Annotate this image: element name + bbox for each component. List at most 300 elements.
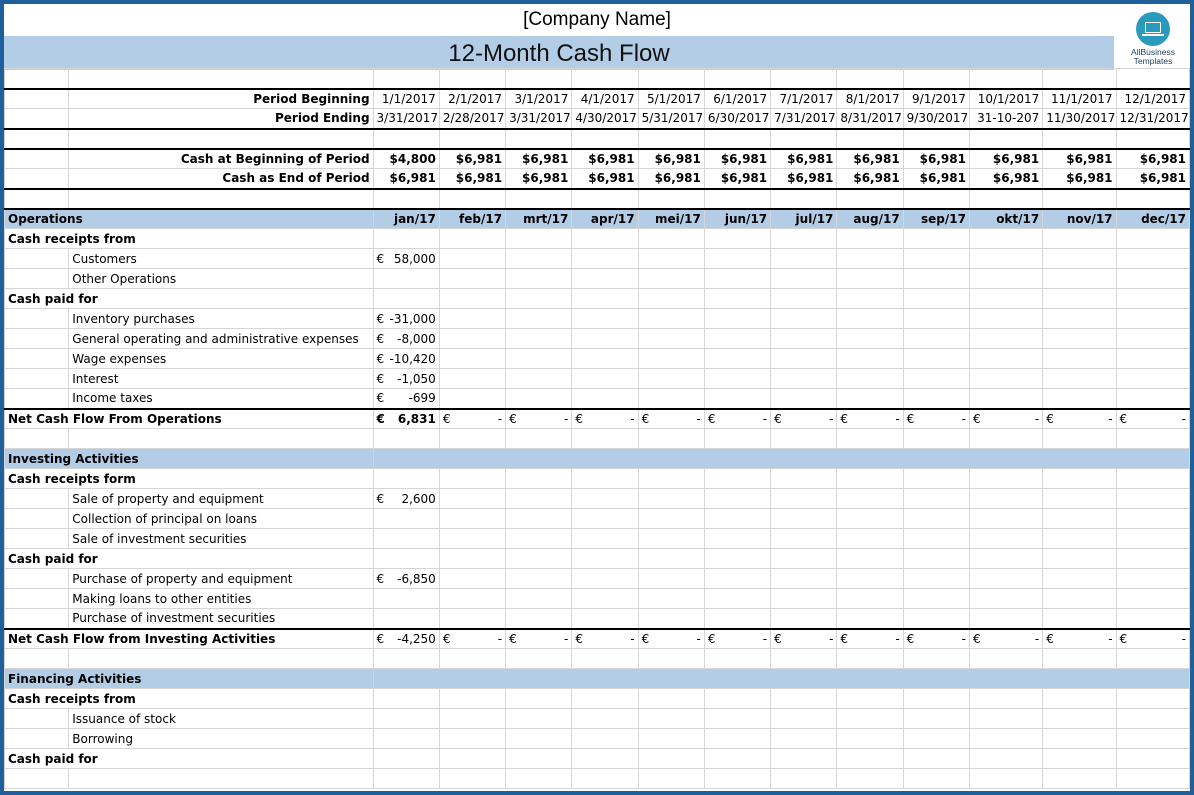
- cell[interactable]: [704, 309, 770, 329]
- value-cell[interactable]: [373, 249, 439, 269]
- cell[interactable]: [638, 649, 704, 669]
- cell[interactable]: [373, 729, 439, 749]
- period-beginning-cell[interactable]: 7/1/2017: [771, 89, 837, 109]
- cell[interactable]: [1043, 229, 1116, 249]
- net-value[interactable]: [572, 629, 638, 649]
- cell[interactable]: [439, 229, 505, 249]
- line-item-label[interactable]: Purchase of property and equipment: [69, 569, 373, 589]
- period-ending-cell[interactable]: 3/31/2017: [373, 109, 439, 129]
- cell[interactable]: [969, 769, 1042, 789]
- cell[interactable]: [638, 349, 704, 369]
- cell[interactable]: [439, 69, 505, 89]
- cell[interactable]: [837, 429, 903, 449]
- net-value[interactable]: [638, 629, 704, 649]
- cell[interactable]: [638, 389, 704, 409]
- cell[interactable]: [837, 69, 903, 89]
- cell[interactable]: [837, 609, 903, 629]
- cash-begin-label[interactable]: Cash at Beginning of Period: [69, 149, 373, 169]
- cell[interactable]: [439, 749, 505, 769]
- net-value[interactable]: [969, 629, 1042, 649]
- cell[interactable]: [903, 249, 969, 269]
- cell[interactable]: [572, 429, 638, 449]
- cell[interactable]: [506, 549, 572, 569]
- cash-begin-cell[interactable]: $6,981: [638, 149, 704, 169]
- cell[interactable]: [1043, 489, 1116, 509]
- cell[interactable]: [903, 529, 969, 549]
- cell[interactable]: [638, 289, 704, 309]
- cell[interactable]: [903, 769, 969, 789]
- cell[interactable]: [969, 709, 1042, 729]
- cell[interactable]: [373, 689, 439, 709]
- cell[interactable]: [572, 489, 638, 509]
- cell[interactable]: [969, 509, 1042, 529]
- cell[interactable]: [704, 689, 770, 709]
- cell[interactable]: [1116, 649, 1189, 669]
- cell[interactable]: [506, 529, 572, 549]
- section-label[interactable]: Cash paid for: [5, 549, 374, 569]
- cell[interactable]: [5, 269, 69, 289]
- cell[interactable]: [704, 509, 770, 529]
- cell[interactable]: [506, 569, 572, 589]
- line-item-label[interactable]: Income taxes: [69, 389, 373, 409]
- month-header[interactable]: feb/17: [439, 209, 505, 229]
- cell[interactable]: [373, 529, 439, 549]
- cell[interactable]: [5, 89, 69, 109]
- cell[interactable]: [439, 649, 505, 669]
- cell[interactable]: [903, 369, 969, 389]
- cell[interactable]: [638, 469, 704, 489]
- cell[interactable]: [903, 729, 969, 749]
- cell[interactable]: [5, 729, 69, 749]
- cell[interactable]: [5, 249, 69, 269]
- cell[interactable]: [771, 269, 837, 289]
- cell[interactable]: [704, 729, 770, 749]
- cell[interactable]: [903, 129, 969, 149]
- cash-end-cell[interactable]: $6,981: [771, 169, 837, 189]
- cell[interactable]: [837, 649, 903, 669]
- cell[interactable]: [506, 429, 572, 449]
- line-item-label[interactable]: Purchase of investment securities: [69, 609, 373, 629]
- cell[interactable]: [1043, 729, 1116, 749]
- cell[interactable]: [1116, 489, 1189, 509]
- section-label[interactable]: Cash receipts from: [5, 689, 374, 709]
- cash-begin-cell[interactable]: $6,981: [439, 149, 505, 169]
- cash-begin-cell[interactable]: $6,981: [903, 149, 969, 169]
- cell[interactable]: [837, 749, 903, 769]
- cell[interactable]: [638, 529, 704, 549]
- cell[interactable]: [5, 649, 69, 669]
- cell[interactable]: [771, 469, 837, 489]
- cell[interactable]: [5, 429, 69, 449]
- cell[interactable]: [969, 489, 1042, 509]
- cell[interactable]: [1043, 289, 1116, 309]
- cell[interactable]: [903, 269, 969, 289]
- cell[interactable]: [439, 369, 505, 389]
- cell[interactable]: [837, 269, 903, 289]
- cell[interactable]: [704, 489, 770, 509]
- cell[interactable]: [969, 589, 1042, 609]
- period-beginning-cell[interactable]: 12/1/2017: [1116, 89, 1189, 109]
- cell[interactable]: [572, 369, 638, 389]
- cash-begin-cell[interactable]: $6,981: [771, 149, 837, 169]
- cell[interactable]: [903, 509, 969, 529]
- financing-header[interactable]: Financing Activities: [5, 669, 374, 689]
- cell[interactable]: [572, 249, 638, 269]
- cell[interactable]: [969, 469, 1042, 489]
- period-ending-cell[interactable]: 8/31/2017: [837, 109, 903, 129]
- period-ending-label[interactable]: Period Ending: [69, 109, 373, 129]
- cell[interactable]: [373, 129, 439, 149]
- cell[interactable]: [439, 549, 505, 569]
- cell[interactable]: [1043, 129, 1116, 149]
- cell[interactable]: [1116, 709, 1189, 729]
- cell[interactable]: [638, 129, 704, 149]
- cell[interactable]: [1043, 189, 1116, 209]
- cell[interactable]: [439, 309, 505, 329]
- month-header[interactable]: mei/17: [638, 209, 704, 229]
- cell[interactable]: [1116, 229, 1189, 249]
- net-value[interactable]: [771, 629, 837, 649]
- cell[interactable]: [572, 229, 638, 249]
- cell[interactable]: [837, 329, 903, 349]
- cell[interactable]: [5, 169, 69, 189]
- cell[interactable]: [506, 469, 572, 489]
- line-item-label[interactable]: Issuance of stock: [69, 709, 373, 729]
- cell[interactable]: [1043, 349, 1116, 369]
- cell[interactable]: [969, 189, 1042, 209]
- cell[interactable]: [439, 529, 505, 549]
- cell[interactable]: [969, 269, 1042, 289]
- cell[interactable]: [572, 729, 638, 749]
- cell[interactable]: [1116, 749, 1189, 769]
- cell[interactable]: [1116, 369, 1189, 389]
- cell[interactable]: [903, 329, 969, 349]
- cell[interactable]: [5, 709, 69, 729]
- period-beginning-cell[interactable]: 8/1/2017: [837, 89, 903, 109]
- cell[interactable]: [1043, 749, 1116, 769]
- net-value[interactable]: [439, 409, 505, 429]
- cell[interactable]: [704, 289, 770, 309]
- cell[interactable]: [572, 69, 638, 89]
- cash-end-cell[interactable]: $6,981: [506, 169, 572, 189]
- cell[interactable]: [771, 729, 837, 749]
- cell[interactable]: [1043, 509, 1116, 529]
- net-value[interactable]: [1116, 409, 1189, 429]
- cell[interactable]: [837, 769, 903, 789]
- cell[interactable]: [439, 709, 505, 729]
- cell[interactable]: [704, 349, 770, 369]
- cell[interactable]: [638, 329, 704, 349]
- cell[interactable]: [1043, 529, 1116, 549]
- period-beginning-cell[interactable]: 2/1/2017: [439, 89, 505, 109]
- cell[interactable]: [704, 389, 770, 409]
- period-ending-cell[interactable]: 9/30/2017: [903, 109, 969, 129]
- cell[interactable]: [506, 69, 572, 89]
- line-item-label[interactable]: Wage expenses: [69, 349, 373, 369]
- cell[interactable]: [373, 509, 439, 529]
- net-value[interactable]: [837, 409, 903, 429]
- value-cell[interactable]: [373, 349, 439, 369]
- cell[interactable]: [771, 749, 837, 769]
- cell[interactable]: [1043, 649, 1116, 669]
- month-header[interactable]: okt/17: [969, 209, 1042, 229]
- net-value[interactable]: [439, 629, 505, 649]
- investing-header[interactable]: Investing Activities: [5, 449, 374, 469]
- cell[interactable]: [771, 309, 837, 329]
- cell[interactable]: [638, 569, 704, 589]
- cell[interactable]: [506, 189, 572, 209]
- cell[interactable]: [439, 429, 505, 449]
- line-item-label[interactable]: Borrowing: [69, 729, 373, 749]
- cell[interactable]: [439, 489, 505, 509]
- cell[interactable]: [704, 229, 770, 249]
- cell[interactable]: [969, 429, 1042, 449]
- cell[interactable]: [506, 749, 572, 769]
- period-ending-cell[interactable]: 7/31/2017: [771, 109, 837, 129]
- cell[interactable]: [1116, 289, 1189, 309]
- cash-begin-cell[interactable]: $6,981: [837, 149, 903, 169]
- value-cell[interactable]: [373, 309, 439, 329]
- cell[interactable]: [5, 609, 69, 629]
- cell[interactable]: [638, 609, 704, 629]
- cash-end-cell[interactable]: $6,981: [439, 169, 505, 189]
- cell[interactable]: [837, 729, 903, 749]
- cell[interactable]: [572, 749, 638, 769]
- period-beginning-cell[interactable]: 10/1/2017: [969, 89, 1042, 109]
- cash-end-cell[interactable]: $6,981: [638, 169, 704, 189]
- cell[interactable]: [771, 589, 837, 609]
- cell[interactable]: [506, 709, 572, 729]
- cell[interactable]: [704, 649, 770, 669]
- cell[interactable]: [771, 649, 837, 669]
- cell[interactable]: [969, 529, 1042, 549]
- cell[interactable]: [5, 349, 69, 369]
- line-item-label[interactable]: Sale of investment securities: [69, 529, 373, 549]
- cell[interactable]: [373, 709, 439, 729]
- cell[interactable]: [837, 689, 903, 709]
- cell[interactable]: [572, 289, 638, 309]
- cell[interactable]: [837, 389, 903, 409]
- cell[interactable]: [903, 349, 969, 369]
- month-header[interactable]: mrt/17: [506, 209, 572, 229]
- cell[interactable]: [373, 289, 439, 309]
- month-header[interactable]: jan/17: [373, 209, 439, 229]
- cell[interactable]: [1043, 709, 1116, 729]
- cell[interactable]: [638, 429, 704, 449]
- cell[interactable]: [1116, 469, 1189, 489]
- cell[interactable]: [5, 309, 69, 329]
- cash-end-cell[interactable]: $6,981: [373, 169, 439, 189]
- cell[interactable]: [5, 509, 69, 529]
- cell[interactable]: [506, 289, 572, 309]
- cell[interactable]: [837, 509, 903, 529]
- net-label[interactable]: Net Cash Flow From Operations: [5, 409, 374, 429]
- cell[interactable]: [969, 289, 1042, 309]
- cell[interactable]: [5, 389, 69, 409]
- month-header[interactable]: jun/17: [704, 209, 770, 229]
- cell[interactable]: [704, 249, 770, 269]
- cell[interactable]: [969, 129, 1042, 149]
- cell[interactable]: [704, 769, 770, 789]
- net-value[interactable]: [1043, 629, 1116, 649]
- cell[interactable]: [5, 129, 69, 149]
- cell[interactable]: [638, 369, 704, 389]
- cell[interactable]: [373, 69, 439, 89]
- cell[interactable]: [1116, 729, 1189, 749]
- cell[interactable]: [837, 289, 903, 309]
- cell[interactable]: [969, 69, 1042, 89]
- cell[interactable]: [771, 489, 837, 509]
- month-header[interactable]: nov/17: [1043, 209, 1116, 229]
- cell[interactable]: [771, 769, 837, 789]
- cell[interactable]: [572, 329, 638, 349]
- cell[interactable]: [373, 229, 439, 249]
- cell[interactable]: [638, 769, 704, 789]
- cell[interactable]: [1116, 329, 1189, 349]
- cell[interactable]: [439, 729, 505, 749]
- cell[interactable]: [1043, 369, 1116, 389]
- cell[interactable]: [1043, 389, 1116, 409]
- line-item-label[interactable]: General operating and administrative expenses: [69, 329, 373, 349]
- period-beginning-cell[interactable]: 3/1/2017: [506, 89, 572, 109]
- period-ending-cell[interactable]: 31-10-207: [969, 109, 1042, 129]
- cell[interactable]: [5, 189, 69, 209]
- cell[interactable]: [771, 429, 837, 449]
- cell[interactable]: [572, 609, 638, 629]
- cell[interactable]: [1043, 569, 1116, 589]
- cell[interactable]: [969, 249, 1042, 269]
- company-name[interactable]: [Company Name]: [523, 9, 671, 30]
- cell[interactable]: [903, 489, 969, 509]
- cell[interactable]: [771, 389, 837, 409]
- cell[interactable]: [439, 129, 505, 149]
- month-header[interactable]: sep/17: [903, 209, 969, 229]
- cell[interactable]: [1116, 769, 1189, 789]
- cell[interactable]: [837, 489, 903, 509]
- line-item-label[interactable]: Making loans to other entities: [69, 589, 373, 609]
- cell[interactable]: [373, 609, 439, 629]
- cell[interactable]: [771, 529, 837, 549]
- line-item-label[interactable]: Interest: [69, 369, 373, 389]
- cell[interactable]: [771, 709, 837, 729]
- cell[interactable]: [903, 649, 969, 669]
- cell[interactable]: [771, 369, 837, 389]
- cell[interactable]: [771, 569, 837, 589]
- cell[interactable]: [1043, 689, 1116, 709]
- cell[interactable]: [771, 549, 837, 569]
- cell[interactable]: [506, 249, 572, 269]
- cash-begin-cell[interactable]: $4,800: [373, 149, 439, 169]
- cell[interactable]: [373, 669, 1189, 689]
- cell[interactable]: [704, 129, 770, 149]
- net-value[interactable]: [572, 409, 638, 429]
- cell[interactable]: [506, 589, 572, 609]
- cell[interactable]: [373, 769, 439, 789]
- cell[interactable]: [5, 69, 69, 89]
- cell[interactable]: [1116, 429, 1189, 449]
- cell[interactable]: [969, 749, 1042, 769]
- period-beginning-cell[interactable]: 11/1/2017: [1043, 89, 1116, 109]
- cell[interactable]: [572, 649, 638, 669]
- cell[interactable]: [1043, 469, 1116, 489]
- cash-begin-cell[interactable]: $6,981: [1116, 149, 1189, 169]
- cell[interactable]: [5, 569, 69, 589]
- value-cell[interactable]: [373, 569, 439, 589]
- cell[interactable]: [903, 569, 969, 589]
- cell[interactable]: [638, 709, 704, 729]
- cell[interactable]: [572, 509, 638, 529]
- cell[interactable]: [903, 289, 969, 309]
- section-label[interactable]: Cash receipts form: [5, 469, 374, 489]
- cell[interactable]: [439, 609, 505, 629]
- cell[interactable]: [704, 609, 770, 629]
- cash-begin-cell[interactable]: $6,981: [572, 149, 638, 169]
- cell[interactable]: [771, 289, 837, 309]
- cell[interactable]: [771, 509, 837, 529]
- cell[interactable]: [572, 689, 638, 709]
- line-item-label[interactable]: Other Operations: [69, 269, 373, 289]
- cell[interactable]: [572, 349, 638, 369]
- period-beginning-cell[interactable]: 9/1/2017: [903, 89, 969, 109]
- period-ending-cell[interactable]: 11/30/2017: [1043, 109, 1116, 129]
- cell[interactable]: [439, 289, 505, 309]
- net-value[interactable]: [506, 409, 572, 429]
- cell[interactable]: [837, 369, 903, 389]
- cell[interactable]: [1116, 249, 1189, 269]
- net-value[interactable]: [1116, 629, 1189, 649]
- cell[interactable]: [638, 729, 704, 749]
- cell[interactable]: [1116, 589, 1189, 609]
- cell[interactable]: [903, 709, 969, 729]
- cell[interactable]: [506, 769, 572, 789]
- cell[interactable]: [439, 329, 505, 349]
- cell[interactable]: [638, 269, 704, 289]
- cash-begin-cell[interactable]: $6,981: [704, 149, 770, 169]
- cash-begin-cell[interactable]: $6,981: [969, 149, 1042, 169]
- period-ending-cell[interactable]: 6/30/2017: [704, 109, 770, 129]
- cell[interactable]: [771, 69, 837, 89]
- cell[interactable]: [439, 349, 505, 369]
- cell[interactable]: [439, 509, 505, 529]
- cell[interactable]: [439, 769, 505, 789]
- cell[interactable]: [572, 549, 638, 569]
- cash-end-cell[interactable]: $6,981: [969, 169, 1042, 189]
- cell[interactable]: [771, 129, 837, 149]
- period-beginning-cell[interactable]: 1/1/2017: [373, 89, 439, 109]
- cell[interactable]: [903, 389, 969, 409]
- cell[interactable]: [1043, 269, 1116, 289]
- cell[interactable]: [704, 429, 770, 449]
- cell[interactable]: [903, 589, 969, 609]
- cell[interactable]: [5, 109, 69, 129]
- net-value[interactable]: [1043, 409, 1116, 429]
- cell[interactable]: [439, 569, 505, 589]
- cell[interactable]: [1116, 549, 1189, 569]
- cell[interactable]: [506, 269, 572, 289]
- cell[interactable]: [506, 129, 572, 149]
- cell[interactable]: [638, 689, 704, 709]
- cell[interactable]: [5, 489, 69, 509]
- cell[interactable]: [1116, 569, 1189, 589]
- cell[interactable]: [1116, 69, 1189, 89]
- cell[interactable]: [837, 309, 903, 329]
- cell[interactable]: [903, 689, 969, 709]
- cell[interactable]: [572, 469, 638, 489]
- cell[interactable]: [1043, 329, 1116, 349]
- cell[interactable]: [771, 189, 837, 209]
- cell[interactable]: [1043, 589, 1116, 609]
- period-ending-cell[interactable]: 3/31/2017: [506, 109, 572, 129]
